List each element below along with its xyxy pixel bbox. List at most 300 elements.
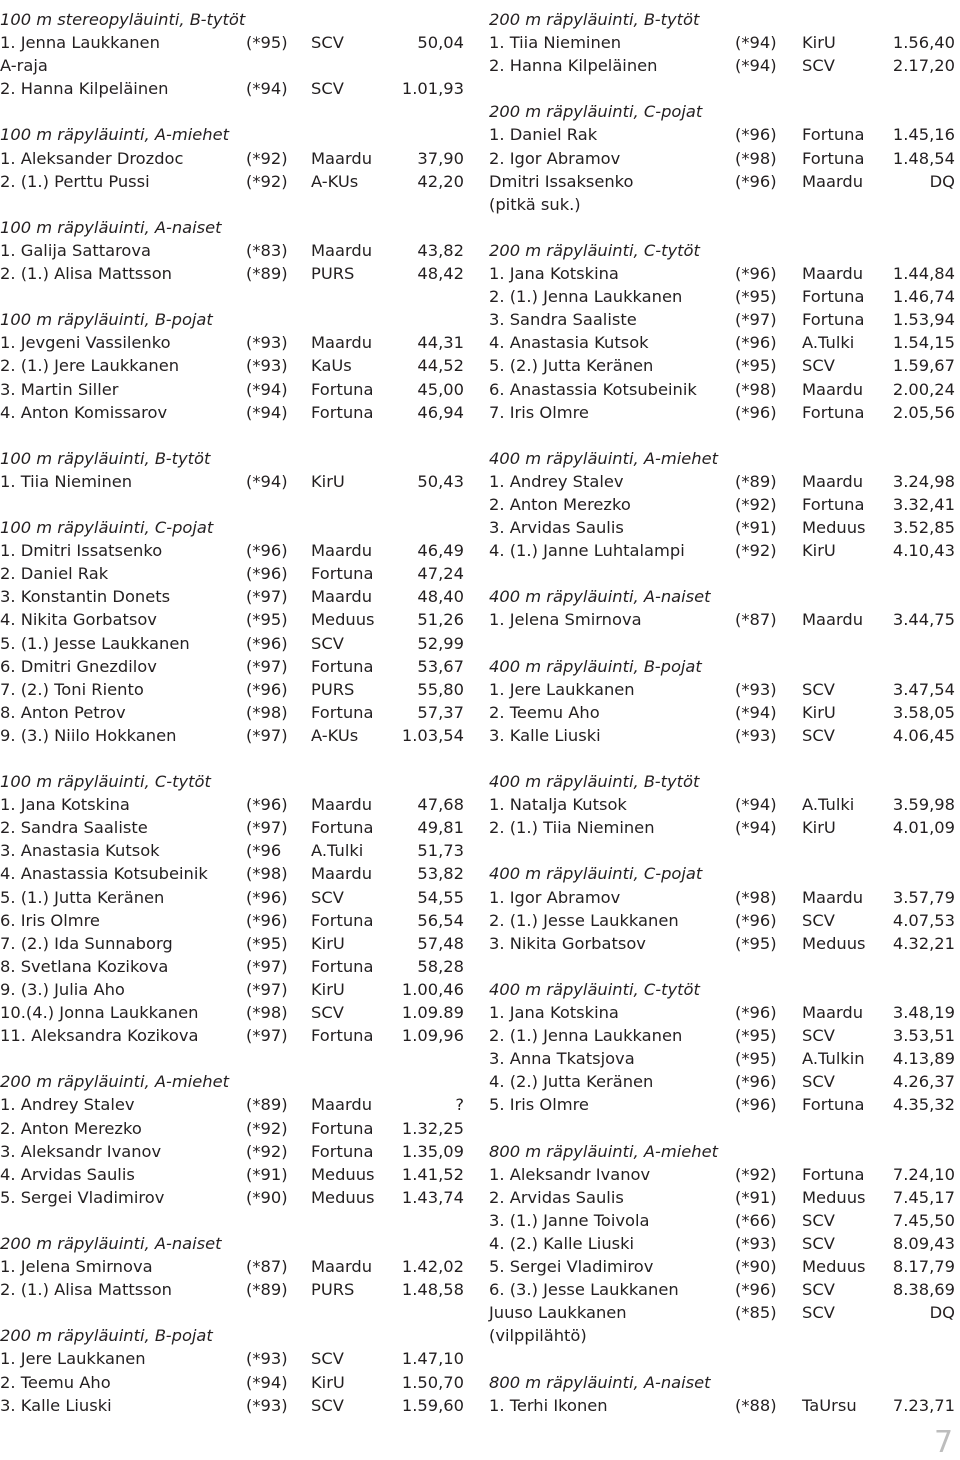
result-time: 51,26 xyxy=(417,610,464,630)
result-row xyxy=(0,1255,472,1278)
result-row xyxy=(0,354,472,377)
birth-year: (*95) xyxy=(246,33,288,53)
athlete-name: 8. Svetlana Kozikova xyxy=(0,956,169,976)
athlete-name: 5. Sergei Vladimirov xyxy=(0,1187,165,1207)
athlete-name: 4. Anastassia Kotsubeinik xyxy=(0,864,208,884)
athlete-name: Juuso Laukkanen xyxy=(489,1303,627,1323)
club-name: Maardu xyxy=(802,471,864,491)
club-name: SCV xyxy=(311,79,344,99)
birth-year: (*96) xyxy=(246,679,288,699)
athlete-name: 2. (1.) Alisa Mattsson xyxy=(0,1280,172,1300)
result-time: 4.06,45 xyxy=(892,725,955,745)
athlete-name: 3. Konstantin Donets xyxy=(0,587,171,607)
club-name: Fortuna xyxy=(311,702,374,722)
club-name: SCV xyxy=(802,1303,835,1323)
result-time: ? xyxy=(455,1095,464,1115)
birth-year: (*94) xyxy=(246,379,288,399)
club-name: Fortuna xyxy=(311,910,374,930)
club-name: Maardu xyxy=(311,587,373,607)
result-time: 1.48,58 xyxy=(401,1280,464,1300)
result-time: 1.43,74 xyxy=(401,1187,464,1207)
result-time: 42,20 xyxy=(417,171,464,191)
result-time: 1.59,67 xyxy=(892,356,955,376)
club-name: Fortuna xyxy=(311,564,374,584)
club-name: Fortuna xyxy=(802,402,865,422)
athlete-name: 1. Dmitri Issatsenko xyxy=(0,541,163,561)
results-column-left xyxy=(0,8,472,1417)
athlete-name: 2. Teemu Aho xyxy=(489,702,600,722)
birth-year: (*94) xyxy=(246,79,288,99)
club-name: SCV xyxy=(802,725,835,745)
birth-year: (*66) xyxy=(735,1210,777,1230)
athlete-name: 5. (2.) Jutta Keränen xyxy=(489,356,654,376)
birth-year: (*87) xyxy=(246,1257,288,1277)
birth-year: (*97) xyxy=(246,656,288,676)
result-row xyxy=(0,1371,472,1394)
club-name: Fortuna xyxy=(802,125,865,145)
event-heading: 200 m räpyläuinti, B-pojat xyxy=(0,1326,213,1346)
birth-year: (*92) xyxy=(735,541,777,561)
section-spacer xyxy=(0,193,472,216)
birth-year: (*96) xyxy=(735,125,777,145)
result-time: 47,24 xyxy=(417,564,464,584)
result-row xyxy=(0,1093,472,1116)
club-name: SCV xyxy=(311,1349,344,1369)
result-row xyxy=(489,285,960,308)
result-row xyxy=(489,1093,960,1116)
section-spacer xyxy=(489,1347,960,1370)
birth-year: (*97) xyxy=(246,979,288,999)
athlete-name: 4. (2.) Kalle Liuski xyxy=(489,1233,635,1253)
club-name: Fortuna xyxy=(802,494,865,514)
result-row xyxy=(0,655,472,678)
result-time: 1.00,46 xyxy=(401,979,464,999)
athlete-name: 4. Arvidas Saulis xyxy=(0,1164,135,1184)
birth-year: (*94) xyxy=(735,56,777,76)
birth-year: (*96) xyxy=(735,264,777,284)
club-name: Fortuna xyxy=(802,1164,865,1184)
result-row xyxy=(0,239,472,262)
club-name: SCV xyxy=(802,1210,835,1230)
result-time: 3.48,19 xyxy=(892,1003,955,1023)
club-name: A-KUs xyxy=(311,171,359,191)
result-time: 1.03,54 xyxy=(401,725,464,745)
club-name: SCV xyxy=(802,56,835,76)
athlete-name: 4. (2.) Jutta Keränen xyxy=(489,1072,654,1092)
result-row xyxy=(0,1001,472,1024)
birth-year: (*96) xyxy=(246,541,288,561)
birth-year: (*94) xyxy=(246,1372,288,1392)
athlete-name: 3. Anastasia Kutsok xyxy=(0,841,160,861)
club-name: PURS xyxy=(311,1280,355,1300)
birth-year: (*96) xyxy=(735,402,777,422)
athlete-name: 3. Arvidas Saulis xyxy=(489,518,624,538)
result-time: 53,67 xyxy=(417,656,464,676)
result-row xyxy=(0,724,472,747)
athlete-name: 9. (3.) Niilo Hokkanen xyxy=(0,725,177,745)
athlete-name: 6. Anastassia Kotsubeinik xyxy=(489,379,697,399)
result-time: 1.35,09 xyxy=(401,1141,464,1161)
birth-year: (*96 xyxy=(246,841,282,861)
athlete-name: 3. Martin Siller xyxy=(0,379,119,399)
result-time: 7.45,50 xyxy=(892,1210,955,1230)
section-spacer xyxy=(0,1209,472,1232)
result-row xyxy=(489,308,960,331)
athlete-name: 1. Jevgeni Vassilenko xyxy=(0,333,171,353)
result-time: 3.57,79 xyxy=(892,887,955,907)
birth-year: (*97) xyxy=(246,956,288,976)
birth-year: (*96) xyxy=(735,1280,777,1300)
birth-year: (*96) xyxy=(735,171,777,191)
club-name: SCV xyxy=(802,1280,835,1300)
result-time: 3.52,85 xyxy=(892,518,955,538)
result-time: DQ xyxy=(929,1303,955,1323)
result-time: 3.32,41 xyxy=(892,494,955,514)
birth-year: (*92) xyxy=(735,1164,777,1184)
club-name: Maardu xyxy=(802,171,864,191)
birth-year: (*95) xyxy=(735,1026,777,1046)
result-row xyxy=(0,839,472,862)
athlete-name: 3. (1.) Janne Toivola xyxy=(489,1210,650,1230)
birth-year: (*92) xyxy=(246,171,288,191)
birth-year: (*97) xyxy=(246,587,288,607)
result-time: 52,99 xyxy=(417,633,464,653)
club-name: Fortuna xyxy=(311,1118,374,1138)
result-time: 8.09,43 xyxy=(892,1233,955,1253)
result-row xyxy=(489,1001,960,1024)
athlete-name: 3. Nikita Gorbatsov xyxy=(489,933,646,953)
result-time: 4.01,09 xyxy=(892,818,955,838)
birth-year: (*98) xyxy=(735,887,777,907)
athlete-name: 2. (1.) Jesse Laukkanen xyxy=(489,910,679,930)
birth-year: (*93) xyxy=(735,679,777,699)
section-spacer xyxy=(0,424,472,447)
result-time: 3.24,98 xyxy=(892,471,955,491)
result-row xyxy=(489,470,960,493)
athlete-name: 6. (3.) Jesse Laukkanen xyxy=(489,1280,679,1300)
event-heading: 400 m räpyläuinti, A-naiset xyxy=(489,587,711,607)
birth-year: (*97) xyxy=(246,818,288,838)
club-name: Meduus xyxy=(311,1187,375,1207)
result-row xyxy=(489,123,960,146)
result-time: 50,04 xyxy=(417,33,464,53)
section-spacer xyxy=(0,1047,472,1070)
result-row xyxy=(0,585,472,608)
birth-year: (*90) xyxy=(735,1257,777,1277)
athlete-name: 3. Sandra Saaliste xyxy=(489,310,637,330)
result-time: 7.45,17 xyxy=(892,1187,955,1207)
result-time: 57,37 xyxy=(417,702,464,722)
athlete-name: 1. Andrey Stalev xyxy=(489,471,624,491)
section-spacer xyxy=(489,1117,960,1140)
result-time: 1.59,60 xyxy=(401,1395,464,1415)
result-time: 1.53,94 xyxy=(892,310,955,330)
event-heading: 200 m räpyläuinti, A-miehet xyxy=(0,1072,229,1092)
club-name: Fortuna xyxy=(311,956,374,976)
club-name: Maardu xyxy=(311,240,373,260)
birth-year: (*89) xyxy=(246,1280,288,1300)
result-row xyxy=(489,886,960,909)
birth-year: (*93) xyxy=(246,333,288,353)
result-time: 2.05,56 xyxy=(892,402,955,422)
birth-year: (*89) xyxy=(246,1095,288,1115)
athlete-name: 6. Dmitri Gnezdilov xyxy=(0,656,157,676)
club-name: Fortuna xyxy=(802,310,865,330)
section-spacer xyxy=(0,100,472,123)
athlete-name: 7. (2.) Toni Riento xyxy=(0,679,144,699)
athlete-name: 2. (1.) Perttu Pussi xyxy=(0,171,150,191)
athlete-name: 2. Igor Abramov xyxy=(489,148,621,168)
result-row xyxy=(0,378,472,401)
result-time: 4.32,21 xyxy=(892,933,955,953)
result-time: 1.54,15 xyxy=(892,333,955,353)
result-row xyxy=(0,1186,472,1209)
athlete-name: 6. Iris Olmre xyxy=(0,910,100,930)
athlete-name: 1. Jana Kotskina xyxy=(0,795,130,815)
result-row xyxy=(0,1278,472,1301)
birth-year: (*98) xyxy=(246,702,288,722)
birth-year: (*89) xyxy=(735,471,777,491)
birth-year: (*94) xyxy=(735,33,777,53)
event-heading: 400 m räpyläuinti, B-tytöt xyxy=(489,772,700,792)
event-heading: 400 m räpyläuinti, A-miehet xyxy=(489,448,718,468)
club-name: Meduus xyxy=(802,1187,866,1207)
result-row xyxy=(489,378,960,401)
club-name: Maardu xyxy=(311,333,373,353)
result-time: 1.47,10 xyxy=(401,1349,464,1369)
club-name: PURS xyxy=(311,679,355,699)
result-time: 1.09.89 xyxy=(401,1003,464,1023)
birth-year: (*92) xyxy=(735,494,777,514)
result-row xyxy=(489,793,960,816)
club-name: Fortuna xyxy=(311,379,374,399)
athlete-name: 2. Hanna Kilpeläinen xyxy=(489,56,658,76)
athlete-name: 4. Nikita Gorbatsov xyxy=(0,610,157,630)
section-spacer xyxy=(489,632,960,655)
result-time: 2.17,20 xyxy=(892,56,955,76)
result-row xyxy=(0,1347,472,1370)
result-row xyxy=(0,31,472,54)
result-time: 50,43 xyxy=(417,471,464,491)
birth-year: (*89) xyxy=(246,264,288,284)
result-time: 46,49 xyxy=(417,541,464,561)
result-row xyxy=(489,147,960,170)
result-row xyxy=(0,608,472,631)
result-row xyxy=(489,678,960,701)
club-name: Maardu xyxy=(311,541,373,561)
result-row xyxy=(0,401,472,424)
birth-year: (*92) xyxy=(246,1118,288,1138)
birth-year: (*96) xyxy=(246,887,288,907)
result-row xyxy=(489,1163,960,1186)
athlete-name: 7. (2.) Ida Sunnaborg xyxy=(0,933,173,953)
birth-year: (*91) xyxy=(735,518,777,538)
club-name: SCV xyxy=(311,887,344,907)
club-name: Maardu xyxy=(311,148,373,168)
athlete-name: 4. (1.) Janne Luhtalampi xyxy=(489,541,685,561)
result-time: 3.58,05 xyxy=(892,702,955,722)
result-row xyxy=(489,1255,960,1278)
birth-year: (*96) xyxy=(246,910,288,930)
result-row xyxy=(0,470,472,493)
result-time: 45,00 xyxy=(417,379,464,399)
club-name: SCV xyxy=(802,1026,835,1046)
result-time: 1.41,52 xyxy=(401,1164,464,1184)
result-time: 4.26,37 xyxy=(892,1072,955,1092)
athlete-name: 1. Jelena Smirnova xyxy=(489,610,642,630)
club-name: A-KUs xyxy=(311,725,359,745)
birth-year: (*94) xyxy=(735,795,777,815)
result-row xyxy=(0,331,472,354)
result-time: 1.01,93 xyxy=(401,79,464,99)
result-time: 8.38,69 xyxy=(892,1280,955,1300)
club-name: Meduus xyxy=(802,518,866,538)
birth-year: (*92) xyxy=(246,1141,288,1161)
athlete-name: 1. Aleksander Drozdoc xyxy=(0,148,184,168)
club-name: KirU xyxy=(311,933,345,953)
event-heading: 800 m räpyläuinti, A-naiset xyxy=(489,1372,711,1392)
club-name: A.Tulki xyxy=(802,333,855,353)
event-heading: 800 m räpyläuinti, A-miehet xyxy=(489,1141,718,1161)
event-heading: 100 m stereopyläuinti, B-tytöt xyxy=(0,10,246,29)
event-heading: 200 m räpyläuinti, C-pojat xyxy=(489,102,703,122)
result-note: (pitkä suk.) xyxy=(489,194,581,214)
birth-year: (*90) xyxy=(246,1187,288,1207)
result-row xyxy=(0,909,472,932)
athlete-name: 4. Anton Komissarov xyxy=(0,402,168,422)
club-name: KirU xyxy=(311,979,345,999)
section-spacer xyxy=(0,285,472,308)
birth-year: (*95) xyxy=(735,356,777,376)
result-row xyxy=(0,701,472,724)
club-name: SCV xyxy=(311,1003,344,1023)
result-row xyxy=(0,262,472,285)
club-name: Maardu xyxy=(311,1095,373,1115)
club-name: Fortuna xyxy=(802,287,865,307)
result-time: 44,31 xyxy=(417,333,464,353)
birth-year: (*95) xyxy=(735,1049,777,1069)
result-row xyxy=(0,632,472,655)
section-spacer xyxy=(0,1301,472,1324)
birth-year: (*97) xyxy=(246,725,288,745)
birth-year: (*96) xyxy=(735,910,777,930)
result-row xyxy=(489,331,960,354)
athlete-name: 1. Jelena Smirnova xyxy=(0,1257,153,1277)
result-row xyxy=(0,816,472,839)
athlete-name: 2. (1.) Jenna Laukkanen xyxy=(489,1026,683,1046)
club-name: Maardu xyxy=(311,864,373,884)
club-name: PURS xyxy=(311,264,355,284)
athlete-name: 1. Tiia Nieminen xyxy=(489,33,622,53)
birth-year: (*93) xyxy=(246,1395,288,1415)
club-name: KirU xyxy=(802,33,836,53)
section-spacer xyxy=(489,747,960,770)
event-heading: 100 m räpyläuinti, B-tytöt xyxy=(0,448,211,468)
athlete-name: 2. Anton Merezko xyxy=(0,1118,142,1138)
athlete-name: 9. (3.) Julia Aho xyxy=(0,979,125,999)
club-name: Fortuna xyxy=(311,1141,374,1161)
birth-year: (*87) xyxy=(735,610,777,630)
result-row xyxy=(0,539,472,562)
athlete-name: Dmitri Issaksenko xyxy=(489,171,634,191)
section-spacer xyxy=(489,839,960,862)
birth-year: (*96) xyxy=(246,633,288,653)
event-heading: 400 m räpyläuinti, B-pojat xyxy=(489,656,702,676)
athlete-name: 1. Terhi Ikonen xyxy=(489,1395,608,1415)
result-row xyxy=(489,516,960,539)
athlete-name: 1. Galija Sattarova xyxy=(0,240,151,260)
section-spacer xyxy=(489,424,960,447)
result-time: 58,28 xyxy=(417,956,464,976)
event-heading: 100 m räpyläuinti, A-miehet xyxy=(0,125,229,145)
section-spacer xyxy=(489,77,960,100)
athlete-name: 4. Anastasia Kutsok xyxy=(489,333,649,353)
result-time: 1.32,25 xyxy=(401,1118,464,1138)
results-column-right xyxy=(489,8,960,1417)
birth-year: (*98) xyxy=(735,379,777,399)
athlete-name: 2. Teemu Aho xyxy=(0,1372,111,1392)
athlete-name: 1. Jana Kotskina xyxy=(489,1003,619,1023)
birth-year: (*94) xyxy=(246,402,288,422)
result-time: 2.00,24 xyxy=(892,379,955,399)
club-name: Maardu xyxy=(802,1003,864,1023)
birth-year: (*93) xyxy=(735,1233,777,1253)
result-row xyxy=(0,562,472,585)
club-name: TaUrsu xyxy=(802,1395,857,1415)
result-row xyxy=(489,1394,960,1417)
result-time: 7.23,71 xyxy=(892,1395,955,1415)
athlete-name: 5. Iris Olmre xyxy=(489,1095,589,1115)
club-name: Maardu xyxy=(802,379,864,399)
club-name: Maardu xyxy=(802,610,864,630)
result-row xyxy=(0,886,472,909)
result-time: 51,73 xyxy=(417,841,464,861)
event-heading: 100 m räpyläuinti, C-tytöt xyxy=(0,772,211,792)
birth-year: (*98) xyxy=(735,148,777,168)
club-name: SCV xyxy=(802,356,835,376)
club-name: Meduus xyxy=(802,933,866,953)
result-row xyxy=(0,147,472,170)
club-name: SCV xyxy=(802,679,835,699)
athlete-name: 1. Jere Laukkanen xyxy=(0,1349,146,1369)
club-name: KirU xyxy=(802,541,836,561)
result-time: 4.35,32 xyxy=(892,1095,955,1115)
club-name: Meduus xyxy=(311,610,375,630)
result-time: 44,52 xyxy=(417,356,464,376)
athlete-name: 2. (1.) Alisa Mattsson xyxy=(0,264,172,284)
birth-year: (*93) xyxy=(735,725,777,745)
result-row xyxy=(489,909,960,932)
club-name: SCV xyxy=(311,33,344,53)
result-row xyxy=(0,1140,472,1163)
club-name: SCV xyxy=(311,1395,344,1415)
result-row xyxy=(489,608,960,631)
birth-year: (*85) xyxy=(735,1303,777,1323)
result-row xyxy=(489,401,960,424)
club-name: Meduus xyxy=(311,1164,375,1184)
birth-year: (*96) xyxy=(735,333,777,353)
section-spacer xyxy=(489,955,960,978)
event-heading: 400 m räpyläuinti, C-pojat xyxy=(489,864,703,884)
club-name: KirU xyxy=(311,1372,345,1392)
result-row xyxy=(0,793,472,816)
result-row xyxy=(489,170,960,193)
club-name: KirU xyxy=(802,702,836,722)
result-time: 1.56,40 xyxy=(892,33,955,53)
birth-year: (*97) xyxy=(735,310,777,330)
result-row xyxy=(489,724,960,747)
result-row xyxy=(489,1186,960,1209)
